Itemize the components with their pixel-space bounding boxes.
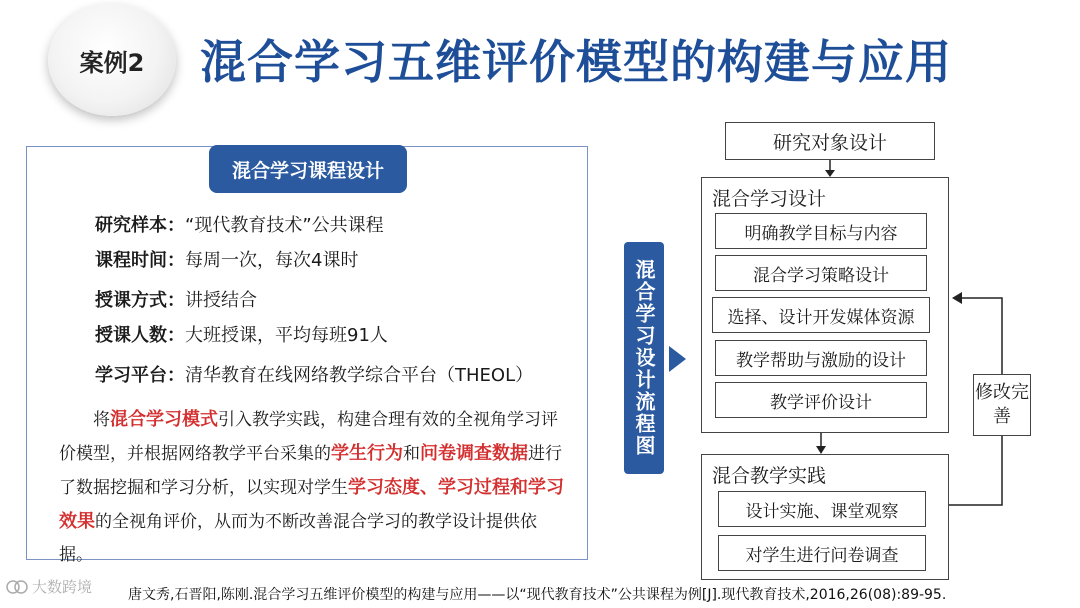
case-badge: 案例2 xyxy=(48,4,176,116)
info-key: 授课方式： xyxy=(95,290,185,311)
practice-step: 设计实施、课堂观察 xyxy=(718,491,926,527)
text: 和 xyxy=(403,444,420,464)
practice-step: 对学生进行问卷调查 xyxy=(718,535,926,571)
feedback-line xyxy=(949,436,1002,505)
citation: 唐文秀,石晋阳,陈刚.混合学习五维评价模型的构建与应用——以“现代教育技术”公共课程为例[J].现代教育技术,2016,26(08):89-95. xyxy=(128,587,947,603)
arrow-left-icon xyxy=(952,292,962,304)
info-value: 大班授课，平均每班91人 xyxy=(185,325,388,346)
design-group-title: 混合学习设计 xyxy=(712,188,827,210)
practice-group xyxy=(701,454,949,580)
design-group xyxy=(701,177,949,433)
page-title: 混合学习五维评价模型的构建与应用 xyxy=(200,35,952,89)
highlight: 学生行为 xyxy=(331,443,403,464)
design-step: 教学帮助与激励的设计 xyxy=(715,340,927,376)
text: 的全视角评价，从而为不断改善混合学习的教学设计提供依据。 xyxy=(59,512,537,565)
text: 引入教学实践，构建合理有效的全视角学习评价模型，并根据网络教学平台采集的 xyxy=(59,410,558,464)
feedback-line xyxy=(960,298,1002,374)
practice-group-title: 混合教学实践 xyxy=(712,465,827,487)
info-key: 课程时间： xyxy=(95,250,185,271)
design-step: 选择、设计开发媒体资源 xyxy=(712,297,930,333)
text: 将 xyxy=(93,410,110,430)
info-value: “现代教育技术”公共课程 xyxy=(185,215,384,236)
panel-title: 混合学习课程设计 xyxy=(209,145,407,193)
design-step: 混合学习策略设计 xyxy=(715,255,927,291)
info-key: 研究样本： xyxy=(95,215,185,236)
design-step: 明确教学目标与内容 xyxy=(715,213,927,249)
arrow-down-icon xyxy=(825,170,835,177)
watermark xyxy=(6,576,92,597)
arrow-down-icon xyxy=(816,446,826,454)
design-step: 教学评价设计 xyxy=(715,382,927,418)
feedback-box: 修改完善 xyxy=(973,374,1031,436)
info-value: 讲授结合 xyxy=(185,290,257,311)
info-value: 清华教育在线网络教学综合平台（THEOL） xyxy=(185,365,534,386)
info-key: 授课人数： xyxy=(95,325,185,346)
highlight: 问卷调查数据 xyxy=(420,443,528,464)
highlight: 学习态度、学习过程和学习效果 xyxy=(59,477,564,532)
info-key: 学习平台： xyxy=(95,365,185,386)
watermark-logo-icon xyxy=(6,578,28,596)
text: 进行了数据挖掘和学习分析，以实现对学生 xyxy=(59,444,562,498)
flowchart-label: 混合学习设计流程图 xyxy=(624,242,664,474)
info-value: 每周一次，每次4课时 xyxy=(185,250,359,271)
watermark-text: 大数跨境 xyxy=(32,578,93,596)
highlight: 混合学习模式 xyxy=(110,409,218,430)
research-object-box: 研究对象设计 xyxy=(725,122,935,160)
